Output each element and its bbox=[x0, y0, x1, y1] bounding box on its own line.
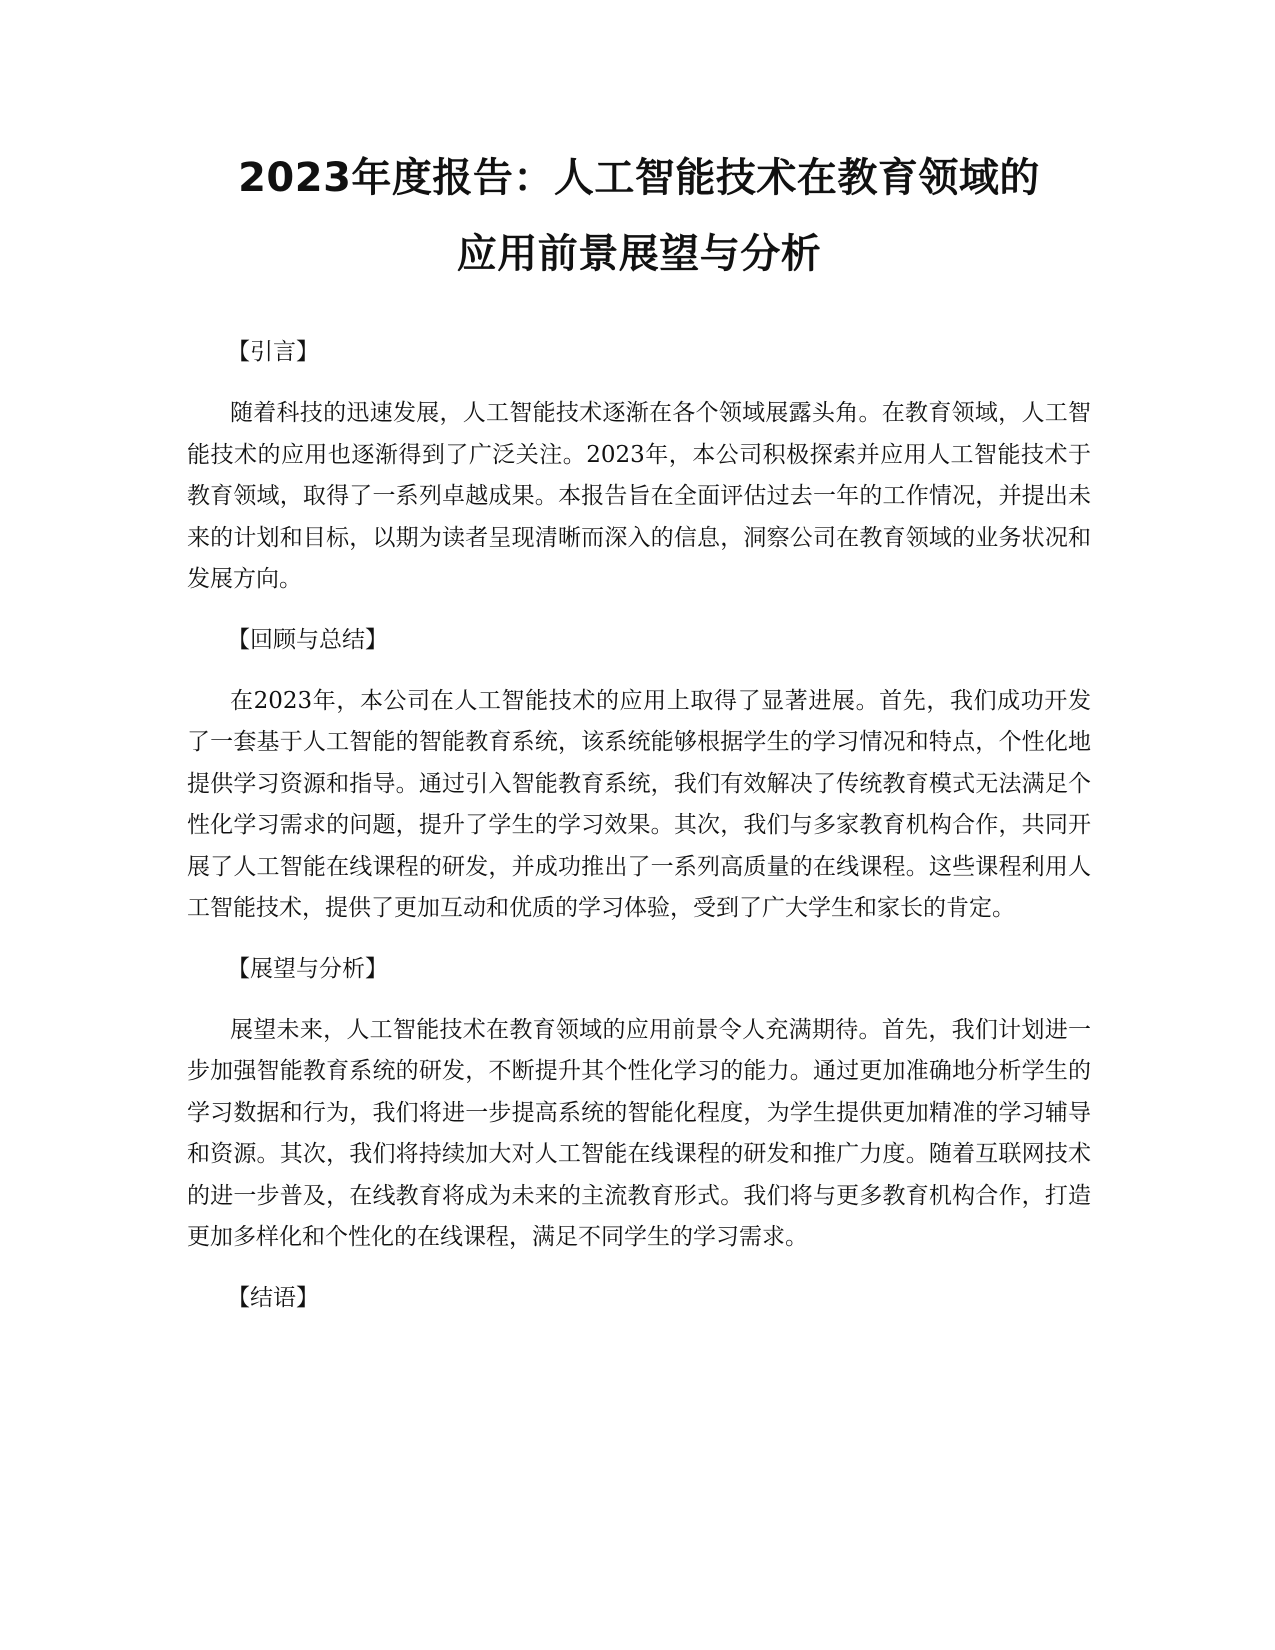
section-heading-conclusion: 【结语】 bbox=[227, 1284, 319, 1311]
section-heading-review: 【回顾与总结】 bbox=[227, 626, 388, 653]
outlook-paragraph: 展望未来，人工智能技术在教育领域的应用前景令人充满期待。首先，我们计划进一步加强智能教育系统的研发，不断提升其个性化学习的能力。通过更加准确地分析学生的学习数据和行为，我们将进一步提高系统的智能化程度，为学生提供更加精准的学习辅导和资源。其次，我们将持续加大对人工智能在线课程的研发和推广力度。随着互联网技术的进一步普及，在线教育将成为未来的主流教育形式。我们将与更多教育机构合作，打造更加多样化和个性化的在线课程，满足不同学生的学习需求。 bbox=[187, 1016, 1091, 1250]
document-title bbox=[187, 140, 1091, 292]
review-paragraph: 在2023年，本公司在人工智能技术的应用上取得了显著进展。首先，我们成功开发了一套基于人工智能的智能教育系统，该系统能够根据学生的学习情况和特点，个性化地提供学习资源和指导。通过引入智能教育系统，我们有效解决了传统教育模式无法满足个性化学习需求的问题，提升了学生的学习效果。其次，我们与多家教育机构合作，共同开展了人工智能在线课程的研发，并成功推出了一系列高质量的在线课程。这些课程利用人工智能技术，提供了更加互动和优质的学习体验，受到了广大学生和家长的肯定。 bbox=[187, 687, 1091, 921]
intro-paragraph: 随着科技的迅速发展，人工智能技术逐渐在各个领域展露头角。在教育领域，人工智能技术的应用也逐渐得到了广泛关注。2023年，本公司积极探索并应用人工智能技术于教育领域，取得了一系列卓越成果。本报告旨在全面评估过去一年的工作情况，并提出未来的计划和目标，以期为读者呈现清晰而深入的信息，洞察公司在教育领域的业务状况和发展方向。 bbox=[187, 400, 1091, 592]
section-heading-intro: 【引言】 bbox=[227, 339, 319, 365]
title-line-1: 2023年度报告：人工智能技术在教育领域的 bbox=[238, 155, 1040, 201]
section-heading-outlook: 【展望与分析】 bbox=[227, 955, 388, 982]
title-line-2: 应用前景展望与分析 bbox=[456, 231, 822, 277]
